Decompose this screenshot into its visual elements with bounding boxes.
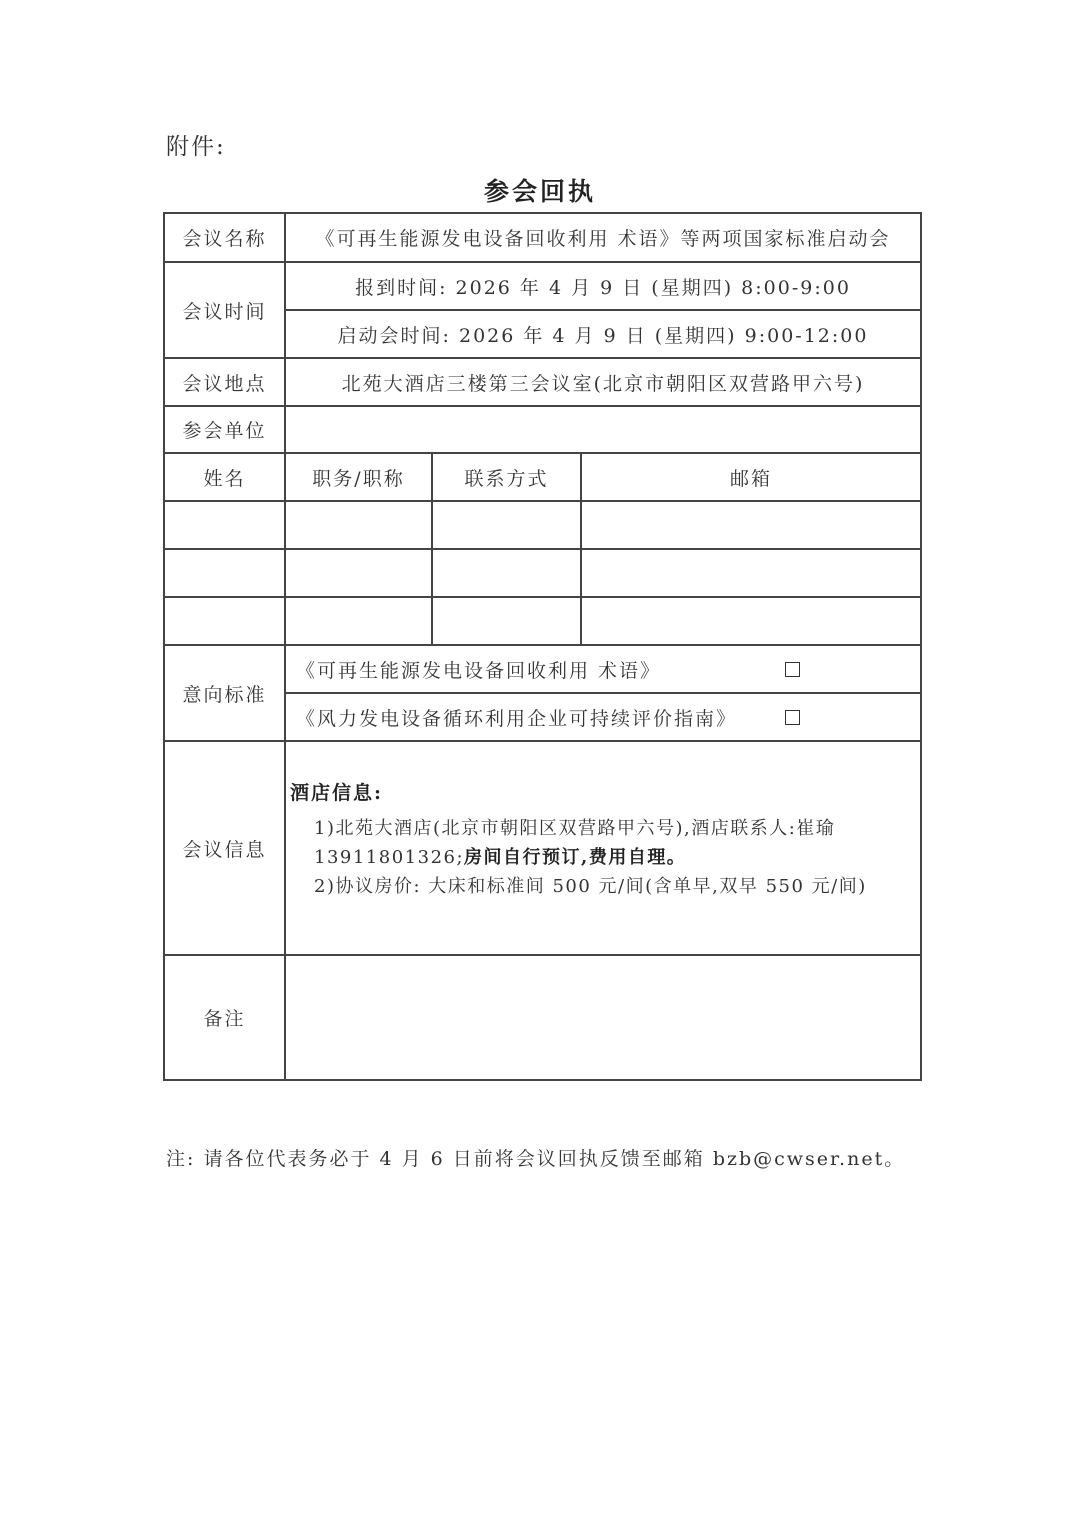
attendee-name-field[interactable] [164,501,285,549]
attending-unit-field[interactable] [285,406,921,453]
attendee-row [164,501,921,549]
remarks-label: 备注 [164,955,285,1080]
header-email: 邮箱 [581,453,921,501]
kickoff-time: 启动会时间: 2026 年 4 月 9 日 (星期四) 9:00-12:00 [285,310,921,358]
meeting-info-label: 会议信息 [164,741,285,955]
meeting-place-value: 北苑大酒店三楼第三会议室(北京市朝阳区双营路甲六号) [285,358,921,406]
attendee-contact-field[interactable] [432,597,581,645]
hotel-info-heading: 酒店信息: [290,782,384,804]
attendee-name-field[interactable] [164,549,285,597]
meeting-name-label: 会议名称 [164,213,285,262]
standard-option-label: 《可再生能源发电设备回收利用 术语》 [296,659,662,682]
attendee-email-field[interactable] [581,549,921,597]
meeting-time-label: 会议时间 [164,262,285,358]
standard-option-label: 《风力发电设备循环利用企业可持续评价指南》 [296,707,738,730]
attachment-label: 附件: [166,134,226,160]
attending-unit-label: 参会单位 [164,406,285,453]
attendee-title-field[interactable] [285,549,432,597]
attendee-contact-field[interactable] [432,501,581,549]
meeting-info-row [164,741,921,955]
attendee-row [164,597,921,645]
meeting-place-row [164,358,921,406]
remarks-field[interactable] [285,955,921,1080]
hotel-info-item-1: 1)北苑大酒店(北京市朝阳区双营路甲六号),酒店联系人:崔瑜 13911801326;房间自行预订,费用自理。 [314,818,836,868]
attendee-contact-field[interactable] [432,549,581,597]
attendee-email-field[interactable] [581,501,921,549]
meeting-name-row [164,213,921,262]
attendee-email-field[interactable] [581,597,921,645]
attending-unit-row [164,406,921,453]
footnote: 注: 请各位代表务必于 4 月 6 日前将会议回执反馈至邮箱 bzb@cwser.net。 [166,1148,906,1170]
meeting-time-row-1 [164,262,921,310]
remarks-row [164,955,921,1080]
attendee-title-field[interactable] [285,597,432,645]
header-title: 职务/职称 [285,453,432,501]
attendee-name-field[interactable] [164,597,285,645]
standard-row-1 [164,645,921,693]
attendee-header-row [164,453,921,501]
intended-standards-label: 意向标准 [164,645,285,741]
standard-checkbox[interactable] [785,662,800,677]
receipt-form-table [163,212,922,1081]
meeting-info-content [285,741,921,955]
hotel-info-item-2: 2)协议房价: 大床和标准间 500 元/间(含单早,双早 550 元/间) [314,876,867,897]
attendee-title-field[interactable] [285,501,432,549]
registration-time: 报到时间: 2026 年 4 月 9 日 (星期四) 8:00-9:00 [285,262,921,310]
form-title: 参会回执 [483,177,596,206]
header-contact: 联系方式 [432,453,581,501]
attendee-row [164,549,921,597]
hotel-info-emphasis: 房间自行预订,费用自理。 [464,847,687,868]
header-name: 姓名 [164,453,285,501]
meeting-place-label: 会议地点 [164,358,285,406]
meeting-name-value: 《可再生能源发电设备回收利用 术语》等两项国家标准启动会 [285,213,921,262]
standard-checkbox[interactable] [785,710,800,725]
